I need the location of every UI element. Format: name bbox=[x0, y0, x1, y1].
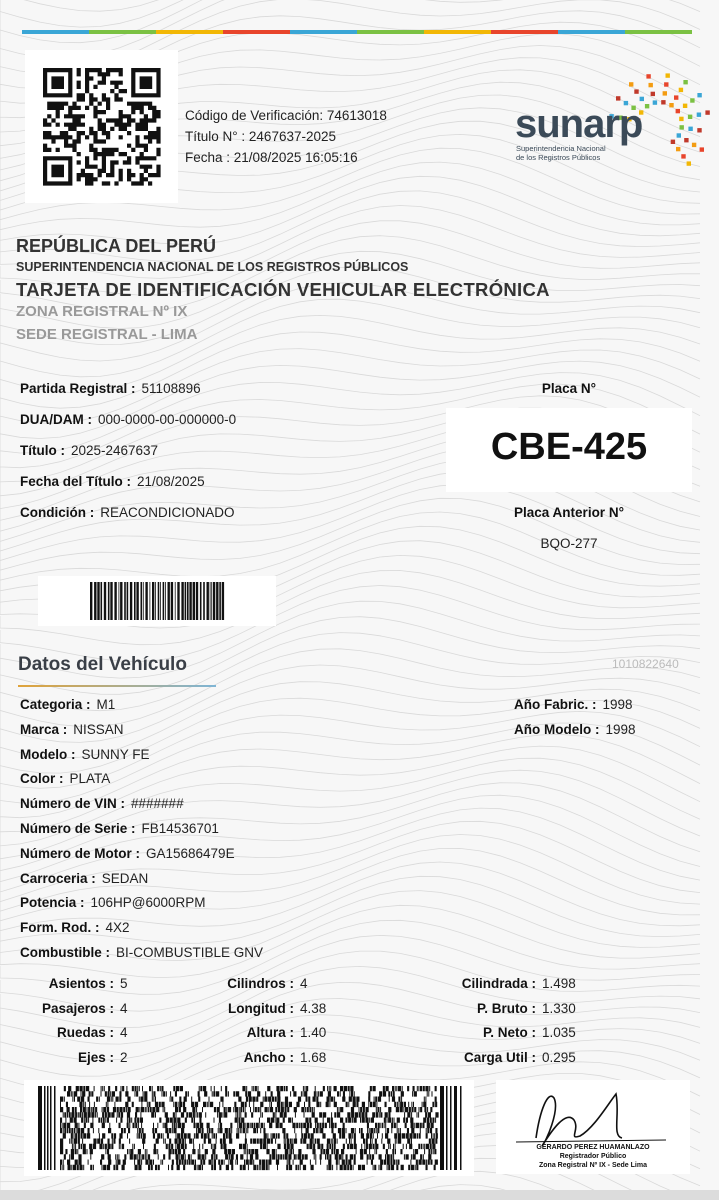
vehicle-row bbox=[20, 697, 115, 712]
registry-row bbox=[20, 505, 235, 520]
vehicle-row-label: Potencia : bbox=[20, 895, 85, 911]
registry-row bbox=[20, 474, 205, 489]
vehicle-row bbox=[20, 796, 184, 811]
spec-row bbox=[14, 1050, 128, 1065]
spec-row-label: Altura : bbox=[246, 1025, 294, 1040]
spec-row-label: Ruedas : bbox=[56, 1025, 114, 1040]
registry-row-label: DUA/DAM : bbox=[20, 412, 92, 427]
spec-row bbox=[420, 1001, 576, 1016]
spec-row-value: 1.035 bbox=[542, 1025, 576, 1040]
vehicle-row-value: 106HP@6000RPM bbox=[90, 895, 206, 911]
spec-row-value: 1.330 bbox=[542, 1000, 576, 1016]
previous-plate-number: BQO-277 bbox=[540, 536, 598, 551]
vehicle-row bbox=[20, 920, 130, 935]
vehicle-row-label: Carroceria : bbox=[20, 870, 96, 886]
country-heading: REPÚBLICA DEL PERÚ bbox=[16, 236, 217, 256]
vehicle-row bbox=[20, 846, 235, 861]
vehicle-row-value: PLATA bbox=[69, 771, 111, 787]
vehicle-row bbox=[20, 895, 206, 910]
card-serial: 1010822640 bbox=[612, 657, 679, 671]
year-row bbox=[514, 722, 636, 737]
spec-row bbox=[14, 1001, 128, 1016]
vehicle-row-value: ####### bbox=[131, 796, 184, 812]
spec-row bbox=[188, 1001, 326, 1016]
spec-row-value: 1.40 bbox=[300, 1025, 327, 1040]
vehicle-row-label: Combustible : bbox=[20, 945, 110, 960]
spec-row-label: P. Bruto : bbox=[476, 1000, 536, 1016]
spec-row-label: Pasajeros : bbox=[41, 1000, 114, 1016]
vehicle-section-title: Datos del Vehículo bbox=[18, 654, 187, 675]
logo-wordmark: sunarp bbox=[515, 102, 643, 146]
vehicle-row-value: SEDAN bbox=[101, 870, 149, 886]
sunarp-logo bbox=[510, 62, 710, 177]
spec-row-value: 2 bbox=[120, 1049, 128, 1065]
vehicle-row-label: Marca : bbox=[20, 721, 68, 737]
spec-row-value: 4 bbox=[300, 976, 308, 991]
zone-heading: ZONA REGISTRAL Nº IX bbox=[16, 303, 188, 320]
spec-row-label: Asientos : bbox=[48, 976, 114, 991]
spec-row bbox=[420, 1025, 576, 1040]
registry-row-label: Condición : bbox=[20, 505, 95, 520]
registry-row-label: Título : bbox=[20, 443, 65, 458]
spec-row-label: Cilindrada : bbox=[461, 976, 536, 991]
color-stripe bbox=[22, 30, 692, 34]
registry-row-label: Partida Registral : bbox=[20, 381, 136, 396]
spec-row bbox=[188, 1050, 326, 1065]
spec-row-value: 1.498 bbox=[542, 976, 576, 991]
spec-row-label: Ejes : bbox=[77, 1049, 114, 1065]
vehicle-row-label: Color : bbox=[20, 771, 64, 787]
registry-row-value: 21/08/2025 bbox=[137, 474, 205, 489]
year-row-label: Año Modelo : bbox=[514, 721, 600, 737]
vehicle-row bbox=[20, 945, 263, 960]
previous-plate-label: Placa Anterior N° bbox=[514, 505, 624, 520]
spec-row bbox=[420, 1050, 576, 1065]
qr-code bbox=[25, 50, 178, 203]
linear-barcode bbox=[38, 576, 276, 626]
registry-row-value: 000-0000-00-000000-0 bbox=[98, 412, 237, 427]
verification-title: Título N° : 2467637-2025 bbox=[185, 129, 336, 144]
pdf417-barcode bbox=[24, 1080, 474, 1176]
vehicle-row-label: Número de VIN : bbox=[20, 796, 126, 812]
spec-row-value: 5 bbox=[120, 976, 128, 991]
registry-row bbox=[20, 381, 201, 396]
document-title: TARJETA DE IDENTIFICACIÓN VEHICULAR ELECTRÓNICA bbox=[16, 279, 550, 300]
registry-row-value: 51108896 bbox=[141, 381, 201, 396]
vehicle-row-value: GA15686479E bbox=[146, 845, 235, 861]
registry-row bbox=[20, 443, 158, 458]
vehicle-row-value: BI-COMBUSTIBLE GNV bbox=[116, 945, 264, 960]
plate-number: CBE-425 bbox=[490, 426, 648, 468]
signer-zone: Zona Registral Nº IX - Sede Lima bbox=[539, 1162, 647, 1169]
verification-block bbox=[185, 105, 387, 168]
year-row-value: 1998 bbox=[602, 697, 633, 712]
spec-row bbox=[14, 976, 128, 991]
vehicle-row bbox=[20, 747, 150, 762]
vehicle-row bbox=[20, 771, 110, 786]
plate-label: Placa N° bbox=[541, 381, 597, 396]
spec-row bbox=[188, 976, 308, 991]
verification-code: Código de Verificación: 74613018 bbox=[185, 108, 387, 123]
spec-row-label: P. Neto : bbox=[482, 1025, 536, 1040]
vehicle-row bbox=[20, 722, 124, 737]
section-underline bbox=[18, 685, 216, 687]
vehicle-row-label: Form. Rod. : bbox=[20, 920, 100, 936]
vehicle-row-label: Modelo : bbox=[20, 746, 76, 762]
year-row-value: 1998 bbox=[605, 721, 636, 737]
vehicle-row bbox=[20, 821, 219, 836]
plate-box bbox=[446, 408, 692, 492]
year-row bbox=[514, 697, 633, 712]
spec-row-value: 4.38 bbox=[300, 1000, 327, 1016]
signer-role: Registrador Público bbox=[559, 1153, 627, 1160]
signature-box bbox=[496, 1080, 690, 1174]
spec-row-value: 0.295 bbox=[542, 1049, 576, 1065]
spec-row-label: Ancho : bbox=[243, 1049, 294, 1065]
vehicle-row-value: M1 bbox=[96, 697, 116, 712]
year-row-label: Año Fabric. : bbox=[514, 697, 597, 712]
vehicle-row bbox=[20, 871, 148, 886]
page-edge bbox=[0, 1190, 719, 1200]
spec-row-label: Carga Util : bbox=[463, 1049, 536, 1065]
registry-row-value: 2025-2467637 bbox=[70, 443, 159, 458]
spec-row bbox=[188, 1025, 326, 1040]
vehicle-row-label: Número de Serie : bbox=[20, 821, 136, 836]
spec-row bbox=[420, 976, 576, 991]
verification-date: Fecha : 21/08/2025 16:05:16 bbox=[185, 150, 358, 165]
spec-row-value: 1.68 bbox=[300, 1049, 327, 1065]
office-heading: SEDE REGISTRAL - LIMA bbox=[16, 326, 198, 343]
signer-name: GERARDO PEREZ HUAMANLAZO bbox=[536, 1144, 650, 1151]
registry-row-value: REACONDICIONADO bbox=[100, 505, 235, 520]
spec-row bbox=[14, 1025, 128, 1040]
spec-row-label: Cilindros : bbox=[227, 976, 294, 991]
vehicle-row-label: Categoria : bbox=[20, 697, 91, 712]
vehicle-row-value: FB14536701 bbox=[141, 821, 219, 836]
agency-heading: SUPERINTENDENCIA NACIONAL DE LOS REGISTROS PÚBLICOS bbox=[16, 260, 409, 274]
vehicle-row-value: 4X2 bbox=[105, 920, 130, 936]
spec-row-value: 4 bbox=[120, 1025, 128, 1040]
vehicle-row-value: SUNNY FE bbox=[81, 746, 150, 762]
logo-subtitle: Superintendencia Nacional de los Registros Públicos bbox=[516, 144, 606, 162]
vehicle-row-value: NISSAN bbox=[73, 721, 124, 737]
spec-row-label: Longitud : bbox=[228, 1000, 294, 1016]
vehicle-row-label: Número de Motor : bbox=[20, 845, 140, 861]
registry-row-label: Fecha del Título : bbox=[20, 474, 132, 489]
registry-row bbox=[20, 412, 236, 427]
spec-row-value: 4 bbox=[120, 1000, 128, 1016]
